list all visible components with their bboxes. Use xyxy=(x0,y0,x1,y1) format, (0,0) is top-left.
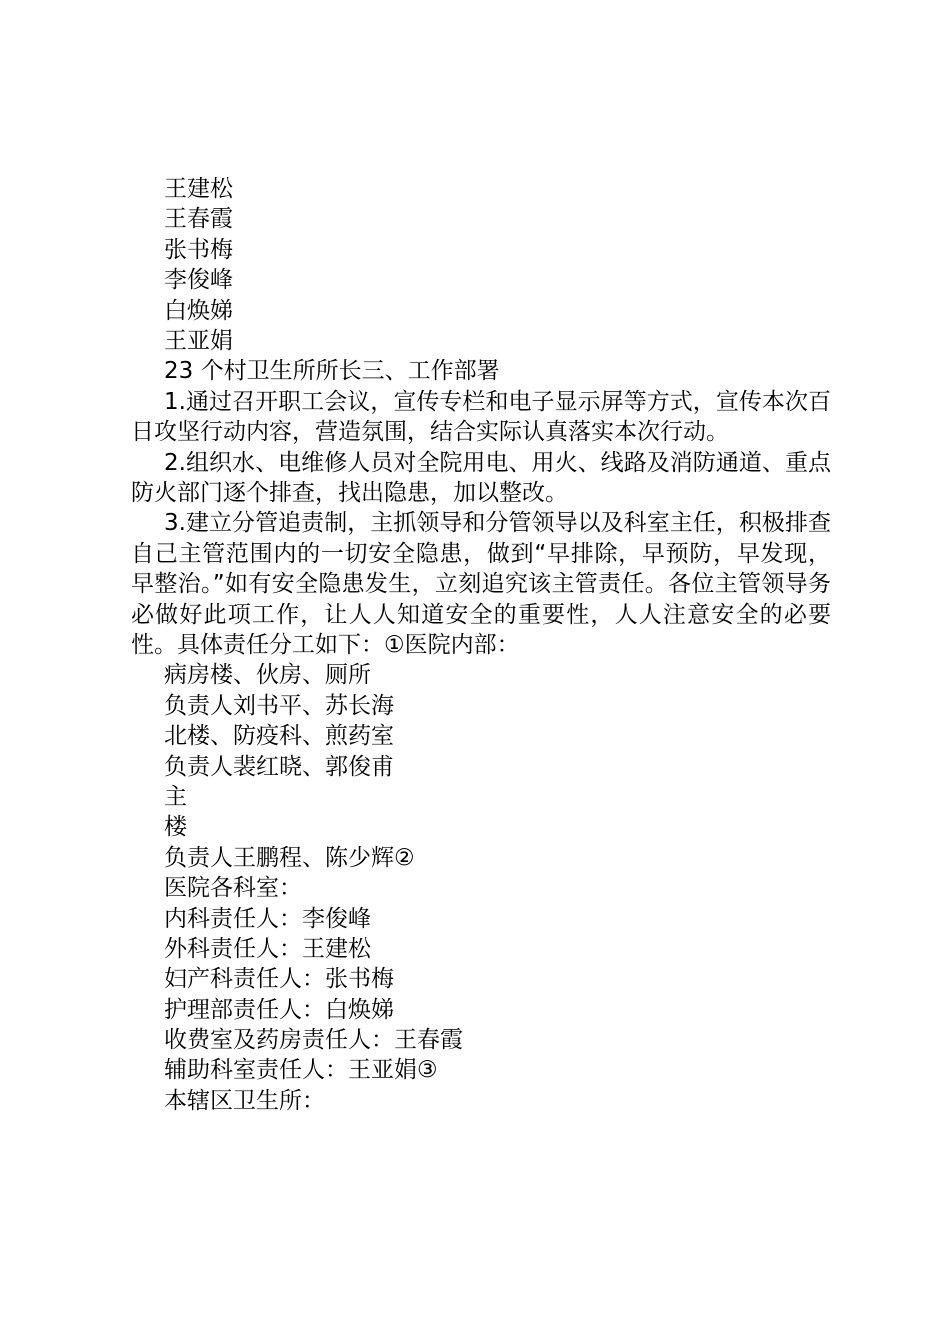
paragraph-1: 1.通过召开职工会议，宣传专栏和电子显示屏等方式，宣传本次百日攻坚行动内容，营造氛围，结合实际认真落实本次行动。 xyxy=(131,388,831,446)
list-item: 辅助科室责任人：王亚娟③ xyxy=(164,1057,438,1084)
name-line: 王春霞 xyxy=(164,206,233,233)
list-item: 楼 xyxy=(164,814,187,841)
list-item: 妇产科责任人：张书梅 xyxy=(164,966,394,993)
list-item: 病房楼、伙房、厕所 xyxy=(164,662,371,689)
list-item: 本辖区卫生所： xyxy=(164,1087,325,1114)
list-item: 主 xyxy=(164,783,187,810)
list-item: 北楼、防疫科、煎药室 xyxy=(164,723,394,750)
list-item: 医院各科室： xyxy=(164,875,302,902)
list-item: 负责人王鹏程、陈少辉② xyxy=(164,844,415,871)
name-line: 王亚娟 xyxy=(164,327,233,354)
paragraph-3: 3.建立分管追责制，主抓领导和分管领导以及科室主任，积极排查自己主管范围内的一切安全隐患，做到“早排除，早预防，早发现，早整治。”如有安全隐患发生，立刻追究该主管责任。各位主管领导务必做好此项工作，让人人知道安全的重要性，人人注意安全的必要性。具体责任分工如下：①医院内部： xyxy=(131,510,831,658)
list-item: 收费室及药房责任人：王春霞 xyxy=(164,1027,463,1054)
list-item: 内科责任人：李俊峰 xyxy=(164,905,371,932)
paragraph-2: 2.组织水、电维修人员对全院用电、用火、线路及消防通道、重点防火部门逐个排查，找出隐患，加以整改。 xyxy=(131,449,831,506)
section-heading: 23 个村卫生所所长三、工作部署 xyxy=(164,358,500,385)
name-line: 白焕娣 xyxy=(164,297,233,324)
list-item: 负责人裴红晓、郭俊甫 xyxy=(164,753,394,780)
list-item: 护理部责任人：白焕娣 xyxy=(164,996,394,1023)
name-line: 李俊峰 xyxy=(164,267,233,294)
name-line: 王建松 xyxy=(164,176,233,202)
list-item: 负责人刘书平、苏长海 xyxy=(164,692,394,719)
document-body xyxy=(131,174,831,1116)
list-item: 外科责任人：王建松 xyxy=(164,935,371,962)
name-line: 张书梅 xyxy=(164,236,233,263)
